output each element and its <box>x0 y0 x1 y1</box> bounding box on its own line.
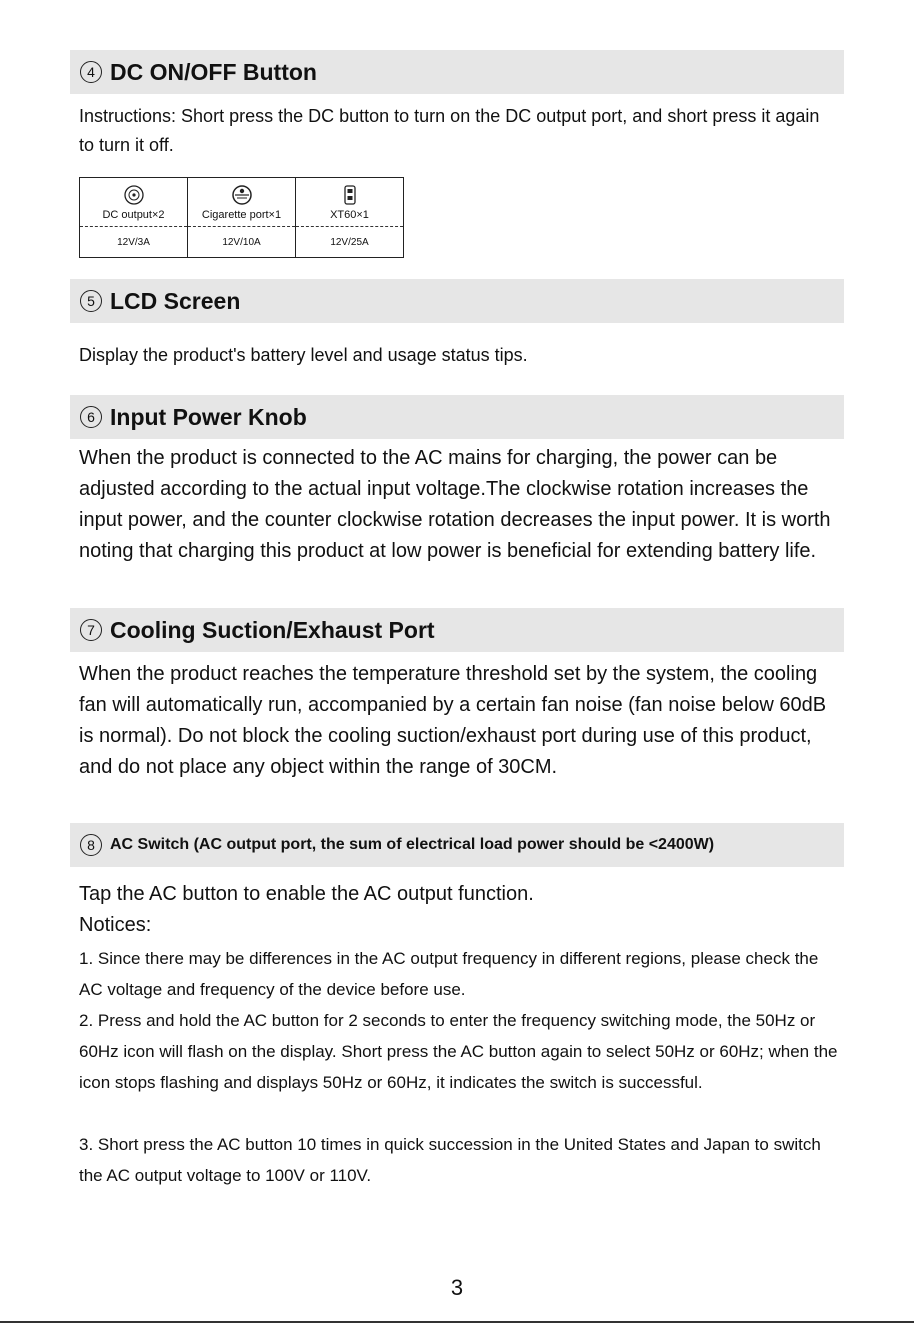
notice-item: 2. Press and hold the AC button for 2 seconds to enter the frequency switching mode, the 50Hz or 60Hz icon will flash on the display. Short press the AC button again to select 50Hz or 60Hz; when the icon stops flashing and displays 50Hz or 60Hz, it indicates the switch is successful. <box>79 1011 838 1092</box>
section-header-input-knob <box>70 395 844 439</box>
dc-port-table <box>79 177 404 258</box>
xt60-port-icon <box>296 184 403 206</box>
port-label: DC output×2 <box>102 208 165 221</box>
dc-port-icon <box>80 184 187 206</box>
section-title: AC Switch (AC output port, the sum of electrical load power should be <2400W) <box>110 836 715 853</box>
port-label: XT60×1 <box>330 208 369 221</box>
section-number: 8 <box>80 834 102 856</box>
ac-intro: Tap the AC button to enable the AC output function. <box>79 883 534 905</box>
notice-item: 3. Short press the AC button 10 times in quick succession in the United States and Japan to switch the AC output voltage to 100V or 110V. <box>79 1135 821 1185</box>
section-title: DC ON/OFF Button <box>110 58 317 85</box>
section-body: Instructions: Short press the DC button to turn on the DC output port, and short press it again to turn it off. <box>79 106 820 155</box>
section-number: 6 <box>80 406 102 428</box>
section-header-cooling-port <box>70 608 844 652</box>
port-rating: 12V/3A <box>80 227 188 258</box>
port-rating: 12V/10A <box>188 227 296 258</box>
section-title: Input Power Knob <box>110 403 307 430</box>
notices-label: Notices: <box>79 914 152 936</box>
cigarette-port-icon <box>188 184 295 206</box>
section-title: LCD Screen <box>110 287 241 314</box>
notice-item: 1. Since there may be differences in the AC output frequency in different regions, please check the AC voltage and frequency of the device before use. <box>79 949 819 999</box>
section-number: 7 <box>80 619 102 641</box>
table-cell <box>188 178 296 227</box>
section-body: When the product is connected to the AC mains for charging, the power can be adjusted according to the actual input voltage.The clockwise rotation increases the input power, and the counter clockwise rotation decreases the input power. It is worth noting that charging this product at low power is beneficial for extending battery life. <box>79 447 831 562</box>
section-title: Cooling Suction/Exhaust Port <box>110 616 435 643</box>
section-number: 5 <box>80 290 102 312</box>
port-label: Cigarette port×1 <box>201 208 282 221</box>
table-cell <box>296 178 404 227</box>
section-body: When the product reaches the temperature threshold set by the system, the cooling fan will automatically run, accompanied by a certain fan noise (fan noise below 60dB is normal). Do not block the cooling suction/exhaust port during use of this product, and do not place any object within the range of 30CM. <box>79 663 827 778</box>
page-number: 3 <box>450 1275 464 1300</box>
section-number: 4 <box>80 61 102 83</box>
page-bottom-rule <box>0 1321 914 1323</box>
section-header-lcd-screen <box>70 279 844 323</box>
section-header-ac-switch <box>70 823 844 867</box>
section-header-dc-button <box>70 50 844 94</box>
section-body: Display the product's battery level and usage status tips. <box>79 345 528 365</box>
port-rating: 12V/25A <box>296 227 404 258</box>
table-cell <box>80 178 188 227</box>
